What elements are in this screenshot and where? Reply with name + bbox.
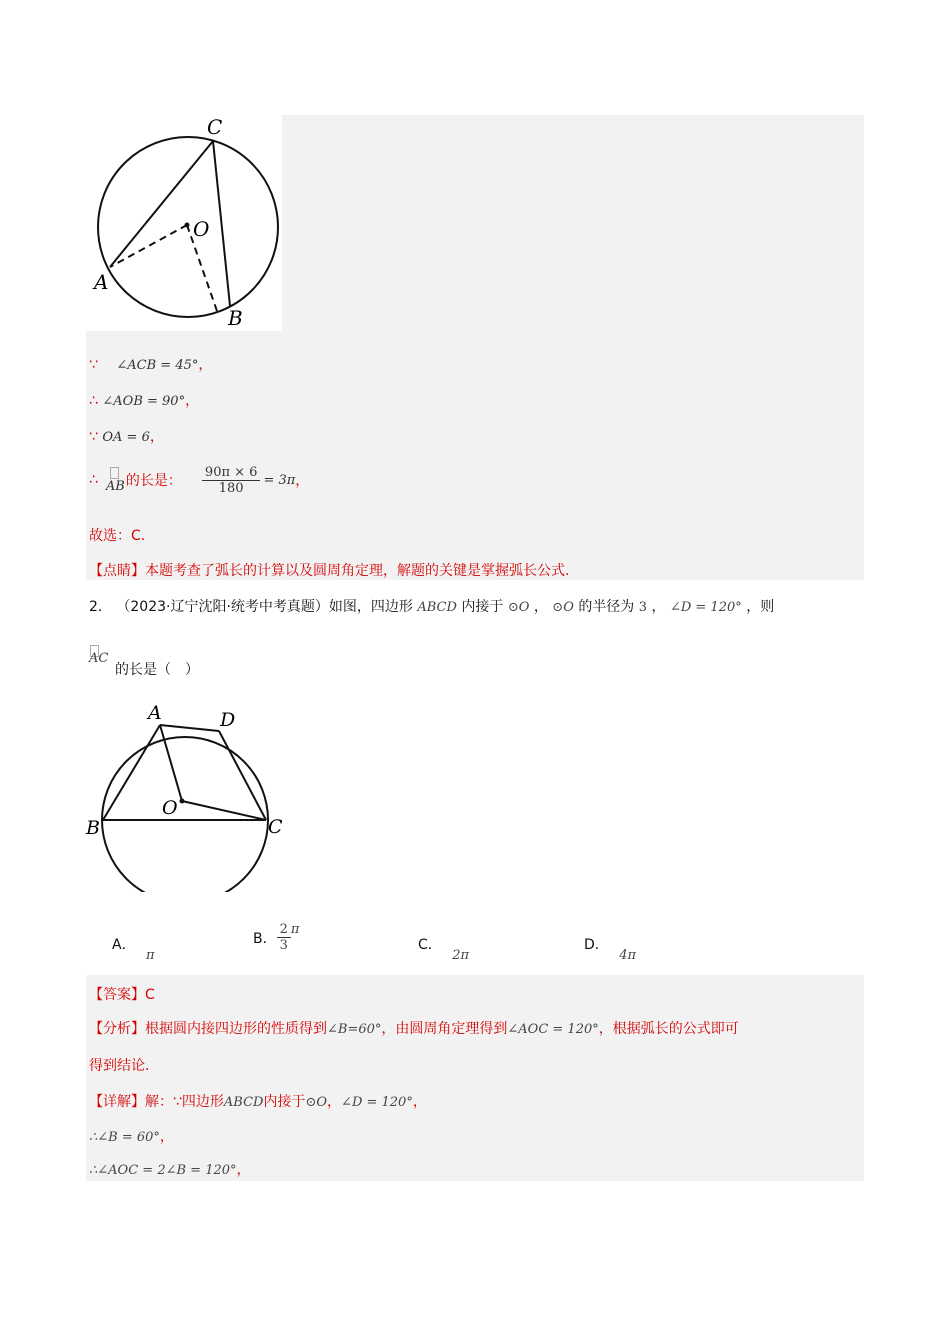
question-2-stem xyxy=(89,596,774,616)
detail-text: 解：∵四边形 xyxy=(145,1094,224,1110)
question-number: 2． xyxy=(89,599,112,615)
analysis-tag: 【分析】 xyxy=(89,1021,145,1037)
side-ba xyxy=(103,725,160,820)
label-o: O xyxy=(162,797,178,819)
option-label: D． xyxy=(584,937,609,953)
text: ，则 xyxy=(746,599,775,615)
math-oa: OA = 6 xyxy=(102,430,150,445)
label-c: C xyxy=(207,115,223,139)
label-d: D xyxy=(220,709,236,731)
option-a[interactable] xyxy=(112,934,155,963)
label-c: C xyxy=(268,816,283,838)
analysis-line-1 xyxy=(89,1018,739,1038)
label-b: B xyxy=(86,817,100,839)
detail-tag: 【详解】 xyxy=(89,1094,145,1110)
answer-tag: 【答案】 xyxy=(89,987,145,1003)
math-angle-aoc: ∠AOC = 120° xyxy=(507,1022,599,1037)
option-label: B． xyxy=(253,930,277,947)
solution-line-3 xyxy=(89,426,164,446)
chord-cb xyxy=(213,141,230,306)
detail-text: ， xyxy=(412,1094,427,1110)
analysis-text: 根据圆内接四边形的性质得到 xyxy=(145,1021,327,1037)
figure-1-circle-diagram xyxy=(86,115,282,331)
option-label: A． xyxy=(112,937,136,953)
center-point xyxy=(185,223,190,228)
label-o: O xyxy=(193,217,210,241)
because-symbol: ∵ xyxy=(89,429,98,445)
chord-ca xyxy=(110,141,213,267)
arc-length-text: 的长是： xyxy=(125,473,182,489)
analysis-line-2: 得到结论. xyxy=(89,1058,150,1074)
math-quad: ABCD xyxy=(223,1095,264,1110)
arc-icon xyxy=(110,467,119,479)
side-ad xyxy=(160,725,219,731)
question-2-stem-line2 xyxy=(89,645,199,679)
option-label: C． xyxy=(418,937,442,953)
punct: ， xyxy=(236,1162,251,1178)
math-circle: ⊙O xyxy=(552,600,574,615)
arc-label: AC xyxy=(89,651,109,666)
comment-text: 本题考查了弧长的计算以及圆周角定理，解题的关键是掌握弧长公式. xyxy=(145,563,570,579)
arc-length-result: = 3π xyxy=(263,472,296,488)
detail-text: ， xyxy=(327,1094,342,1110)
analysis-text: ，根据弧长的公式即可 xyxy=(598,1021,739,1037)
because-symbol: ∵ xyxy=(89,357,98,373)
solution-line-1 xyxy=(89,354,212,374)
detail-line-1 xyxy=(89,1091,427,1111)
arc-label: AB xyxy=(105,479,125,494)
fraction-arc-length xyxy=(202,465,261,496)
math-angle-d: ∠D = 120° xyxy=(669,600,742,615)
label-a: A xyxy=(148,702,162,724)
fraction-numerator: 2 xyxy=(277,922,291,938)
therefore-symbol: ∴ xyxy=(89,472,98,488)
text: ， xyxy=(651,599,666,615)
answer-block xyxy=(86,975,864,1181)
text: ， xyxy=(533,599,548,615)
math-quad: ABCD xyxy=(417,600,457,615)
answer-line xyxy=(89,984,155,1004)
side-dc xyxy=(219,731,266,820)
punct: ， xyxy=(149,429,164,445)
option-value: π xyxy=(290,922,300,937)
text: 的半径为 xyxy=(578,599,635,615)
option-b[interactable] xyxy=(253,922,299,953)
math-angle-aoc: ∴∠AOC = 2∠B = 120° xyxy=(89,1163,237,1178)
math-angle-b: ∠B=60° xyxy=(327,1022,382,1037)
option-value: 2π xyxy=(452,948,470,963)
label-b: B xyxy=(228,306,243,330)
radius-oa xyxy=(110,225,187,267)
detail-line-3 xyxy=(89,1159,251,1179)
option-value: 4π xyxy=(619,948,637,963)
math-angle-b: ∴∠B = 60° xyxy=(89,1130,160,1145)
arc-ab xyxy=(104,465,126,495)
analysis-text: ，由圆周角定理得到 xyxy=(381,1021,508,1037)
comment-line xyxy=(89,560,569,580)
center-point xyxy=(180,799,185,804)
math-angle-aob: ∠AOB = 90° xyxy=(102,394,186,409)
radius-oc xyxy=(182,801,266,820)
math-angle-acb: ∠ACB = 45° xyxy=(116,358,199,373)
math-angle-d: ∠D = 120° xyxy=(341,1095,413,1110)
text: 内接于 xyxy=(461,599,504,615)
arc-ac xyxy=(89,645,115,679)
option-value: π xyxy=(146,948,155,963)
punct: ， xyxy=(185,393,200,409)
fraction-numerator: 90π × 6 xyxy=(202,465,261,481)
detail-line-2 xyxy=(89,1126,174,1146)
choice-line: 故选：C. xyxy=(89,528,146,544)
figure-2-circle-diagram xyxy=(84,700,294,892)
option-c[interactable] xyxy=(418,934,470,963)
fraction-denominator: 180 xyxy=(218,480,244,496)
fraction-denominator: 3 xyxy=(279,938,288,953)
option-d[interactable] xyxy=(584,934,637,963)
punct: ， xyxy=(198,357,213,373)
question-source-text: （2023·辽宁沈阳·统考中考真题）如图，四边形 xyxy=(116,599,413,615)
answer-value: C xyxy=(145,987,155,1003)
question-tail: 的长是（ ） xyxy=(115,662,199,678)
math-circle: ⊙O xyxy=(507,600,530,615)
punct: ， xyxy=(295,473,310,489)
label-a: A xyxy=(94,270,109,294)
comment-tag: 【点睛】 xyxy=(89,563,145,579)
option-fraction xyxy=(277,922,291,953)
math-radius: 3 xyxy=(638,600,648,615)
solution-line-4 xyxy=(89,460,309,500)
punct: ， xyxy=(159,1129,174,1145)
therefore-symbol: ∴ xyxy=(89,393,98,409)
math-circle: ⊙O xyxy=(305,1095,328,1110)
detail-text: 内接于 xyxy=(263,1094,306,1110)
solution-line-2 xyxy=(89,390,199,410)
